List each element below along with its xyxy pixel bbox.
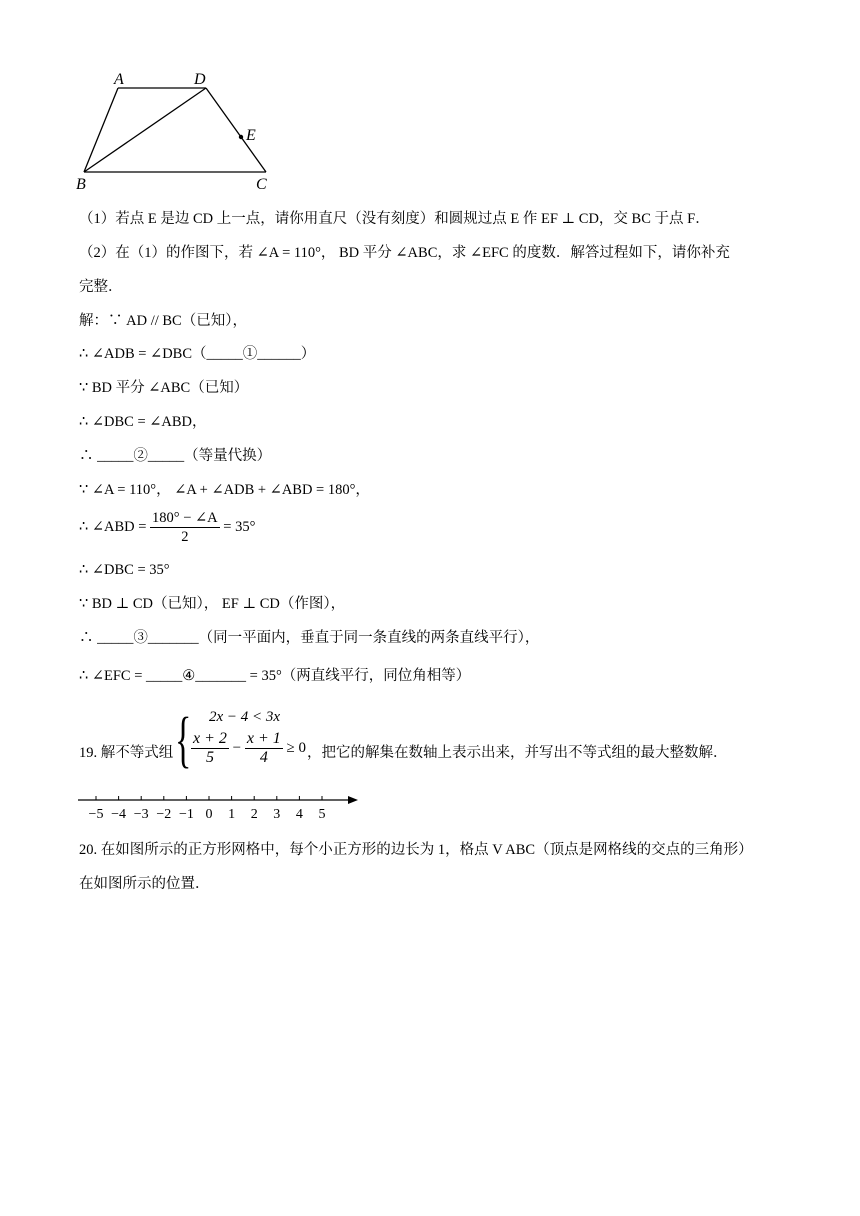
axis-tick-label: 5	[318, 807, 326, 822]
q18-step-7: ∴ ∠DBC = 35°	[79, 562, 170, 578]
q18-step-9: ∴ _____③_______（同一平面内，垂直于同一条直线的两条直线平行），	[79, 630, 540, 646]
q18-part1: （1）若点 E 是边 CD 上一点，请你用直尺（没有刻度）和圆规过点 E 作 EF ⊥ CD，交 BC 于点 F．	[79, 211, 710, 227]
fraction	[150, 509, 220, 546]
trapezoid-figure	[70, 68, 280, 193]
left-brace: {	[175, 706, 192, 774]
frac-suffix: = 35°	[223, 518, 256, 535]
label-e: E	[246, 127, 256, 144]
axis-tick-label: 1	[228, 807, 236, 822]
q18-fraction-line	[79, 509, 255, 546]
segment-dc	[206, 88, 266, 172]
q18-step-5: ∴ _____②_____（等量代换）	[79, 448, 272, 464]
axis-tick-label: 4	[295, 807, 303, 822]
axis-arrow	[348, 796, 358, 804]
fraction-numerator: 180° − ∠A	[152, 510, 218, 526]
axis-tick-label: 3	[273, 807, 281, 822]
axis-tick-label: −5	[88, 807, 104, 822]
axis-tick-label: −2	[156, 807, 172, 822]
ineq2-frac2-num: x + 1	[246, 730, 281, 747]
ineq2-frac2-den: 4	[259, 749, 268, 766]
q19-suffix: ，把它的解集在数轴上表示出来，并写出不等式组的最大整数解．	[307, 745, 728, 761]
segment-ab	[84, 88, 118, 172]
axis-tick-label: −1	[178, 807, 194, 822]
q18-step-1: 解：∵ AD // BC（已知），	[79, 313, 247, 329]
axis-tick-label: −4	[111, 807, 127, 822]
q18-step-6: ∵ ∠A = 110°， ∠A + ∠ADB + ∠ABD = 180°，	[79, 482, 370, 498]
q19-prefix: 19. 解不等式组	[79, 745, 174, 761]
label-b: B	[76, 176, 86, 193]
segment-bd	[84, 88, 206, 172]
inequality-1: 2x − 4 < 3x	[209, 709, 281, 725]
label-d: D	[194, 71, 206, 88]
ineq2-frac1	[191, 730, 229, 767]
ineq2-frac1-num: x + 2	[193, 730, 227, 747]
number-line	[78, 790, 363, 824]
q18-part2-line2: 完整．	[79, 279, 123, 295]
point-e-dot	[239, 135, 243, 139]
ineq2-frac2	[245, 730, 283, 767]
axis-tick-label: 0	[205, 807, 213, 822]
q20-line2: 在如图所示的位置．	[79, 876, 210, 892]
frac-prefix: ∴ ∠ABD =	[79, 518, 147, 535]
ineq2-ge: ≥ 0	[286, 739, 307, 756]
fraction-denominator: 2	[181, 529, 189, 545]
q18-step-10: ∴ ∠EFC = _____④_______ = 35°（两直线平行，同位角相等）	[79, 668, 471, 684]
q18-step-2: ∴ ∠ADB = ∠DBC（_____①______）	[79, 346, 316, 362]
ineq2-frac1-den: 5	[205, 749, 214, 766]
label-c: C	[256, 176, 267, 193]
q20-line1: 20. 在如图所示的正方形网格中，每个小正方形的边长为 1，格点 V ABC（顶点是网格线的交点的三角形）	[79, 842, 753, 858]
q18-step-3: ∵ BD 平分 ∠ABC（已知）	[79, 380, 249, 396]
q18-step-8: ∵ BD ⊥ CD（已知）， EF ⊥ CD（作图），	[79, 596, 346, 612]
label-a: A	[114, 71, 124, 88]
q18-part2-line1: （2）在（1）的作图下，若 ∠A = 110°， BD 平分 ∠ABC，求 ∠EFC 的度数．解答过程如下，请你补充	[79, 245, 730, 261]
q18-step-4: ∴ ∠DBC = ∠ABD，	[79, 414, 207, 430]
ineq2-minus: −	[232, 739, 242, 756]
axis-tick-label: 2	[250, 807, 258, 822]
axis-tick-label: −3	[133, 807, 149, 822]
inequality-2	[191, 730, 306, 767]
